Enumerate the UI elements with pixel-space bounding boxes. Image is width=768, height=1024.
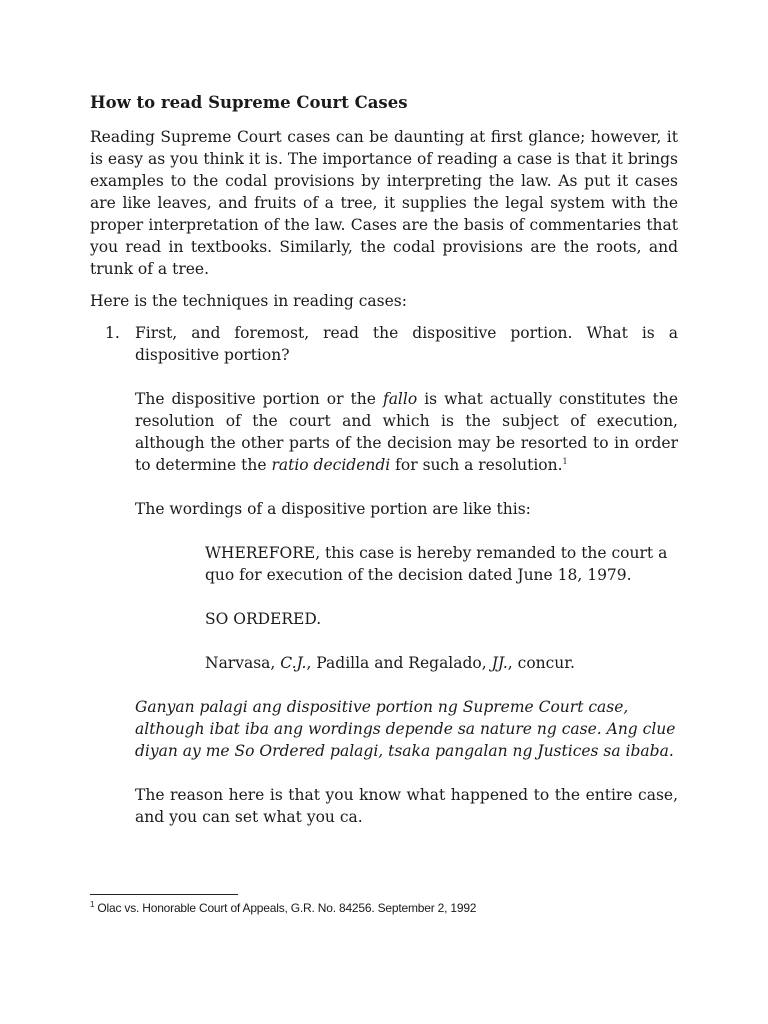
quote-justices [205,652,678,674]
footnote-text: Olac vs. Honorable Court of Appeals, G.R. No. 84256. September 2, 1992 [97,901,477,915]
quote-so-ordered: SO ORDERED. [205,610,322,628]
quote-cj: C.J. [280,654,307,672]
fallo-term: fallo [382,390,418,408]
document-page [90,92,678,828]
tagalog-note: Ganyan palagi ang dispositive portion ng Supreme Court case, although ibat iba ang wordings depende sa nature ng case. Ang clue diyan ay me So Ordered palagi, tsaka pangalan ng Justices sa ibaba. [135,698,676,760]
definition-pre: The dispositive portion or the [135,390,383,408]
definition-mid: is what actually constitutes the resolution of the court and which is the subject of execution, although the other parts of the decision may be resorted to in order to determine the [135,390,678,474]
quote-concur: , concur. [507,654,575,672]
footnote [90,900,476,916]
techniques-lead: Here is the techniques in reading cases: [90,292,407,310]
document-title: How to read Supreme Court Cases [90,93,408,112]
quote-jj: JJ. [491,654,508,672]
dispositive-example [205,542,678,674]
quote-padilla: , Padilla and Regalado, [306,654,492,672]
list-item [90,322,678,828]
dispositive-definition [135,388,678,476]
reason-paragraph: The reason here is that you know what happened to the entire case, and you can set what you ca. [135,786,678,826]
footnote-divider [90,894,238,895]
ratio-decidendi-term: ratio decidendi [271,456,391,474]
footnote-reference[interactable]: 1 [562,456,568,466]
list-item-body [135,322,678,828]
dispositive-question: First, and foremost, read the dispositive portion. What is a dispositive portion? [135,324,678,364]
footnote-number: 1 [90,900,95,909]
quote-wherefore: WHEREFORE, this case is hereby remanded to the court a quo for execution of the decision dated June 18, 1979. [205,544,668,584]
intro-paragraph: Reading Supreme Court cases can be daunting at first glance; however, it is easy as you think it is. The importance of reading a case is that it brings examples to the codal provisions by interpreting the law. As put it cases are like leaves, and fruits of a tree, it supplies the legal system with the proper interpretation of the law. Cases are the basis of commentaries that you read in textbooks. Similarly, the codal provisions are the roots, and trunk of a tree. [90,128,678,278]
definition-post: for such a resolution. [390,456,563,474]
list-number: 1. [105,324,120,342]
quote-narvasa: Narvasa, [205,654,281,672]
wordings-lead: The wordings of a dispositive portion are like this: [135,500,531,518]
